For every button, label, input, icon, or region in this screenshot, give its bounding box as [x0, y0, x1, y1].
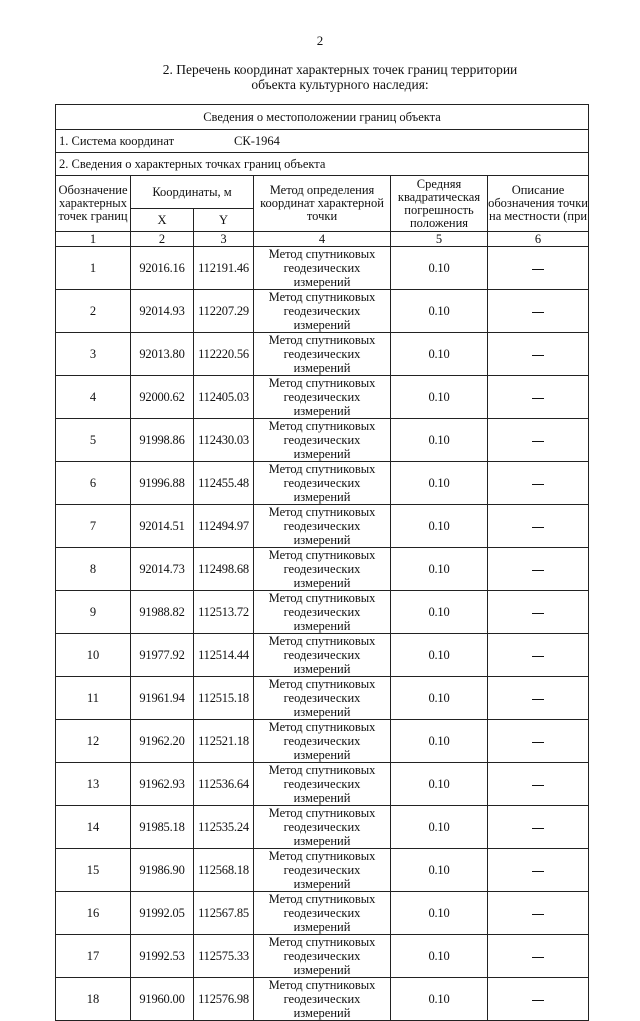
- dash-mark: [532, 312, 544, 313]
- point-id: 10: [56, 634, 131, 677]
- method-line-2: геодезических измерений: [283, 777, 361, 805]
- coord-y: 112498.68: [194, 548, 254, 591]
- table-row: [56, 763, 589, 806]
- method-line-2: геодезических измерений: [283, 519, 361, 547]
- method-cell: [254, 591, 391, 634]
- method-line-1: Метод спутниковых: [268, 290, 376, 304]
- method-line-2: геодезических измерений: [283, 648, 361, 676]
- dash-mark: [532, 785, 544, 786]
- dash-mark: [532, 613, 544, 614]
- col-header-coordinates: Координаты, м: [131, 176, 254, 209]
- method-line-1: Метод спутниковых: [268, 419, 376, 433]
- dash-mark: [532, 355, 544, 356]
- table-row: [56, 548, 589, 591]
- description-cell: [488, 290, 589, 333]
- dash-mark: [532, 957, 544, 958]
- coord-y: 112568.18: [194, 849, 254, 892]
- method-cell: [254, 634, 391, 677]
- coord-x: 91977.92: [131, 634, 194, 677]
- dash-mark: [532, 871, 544, 872]
- point-id: 1: [56, 247, 131, 290]
- method-line-1: Метод спутниковых: [268, 548, 376, 562]
- coord-x: 91992.05: [131, 892, 194, 935]
- accuracy-value: 0.10: [391, 849, 488, 892]
- method-cell: [254, 548, 391, 591]
- coord-x: 91985.18: [131, 806, 194, 849]
- method-cell: [254, 247, 391, 290]
- method-cell: [254, 419, 391, 462]
- method-line-1: Метод спутниковых: [268, 333, 376, 347]
- dash-mark: [532, 484, 544, 485]
- method-cell: [254, 849, 391, 892]
- coord-x: 91996.88: [131, 462, 194, 505]
- coord-y: 112430.03: [194, 419, 254, 462]
- col-header-description: Описание обозначения точки на местности (при: [488, 176, 589, 232]
- dash-mark: [532, 742, 544, 743]
- method-line-2: геодезических измерений: [283, 476, 361, 504]
- accuracy-value: 0.10: [391, 548, 488, 591]
- method-line-1: Метод спутниковых: [268, 247, 376, 261]
- point-id: 14: [56, 806, 131, 849]
- coord-x: 91960.00: [131, 978, 194, 1021]
- description-cell: [488, 634, 589, 677]
- method-line-1: Метод спутниковых: [268, 935, 376, 949]
- method-line-2: геодезических измерений: [283, 734, 361, 762]
- point-id: 7: [56, 505, 131, 548]
- col-index-3: 3: [194, 232, 254, 247]
- table-row: [56, 892, 589, 935]
- table-row: [56, 978, 589, 1021]
- description-cell: [488, 763, 589, 806]
- method-line-1: Метод спутниковых: [268, 849, 376, 863]
- description-cell: [488, 849, 589, 892]
- table-row: [56, 505, 589, 548]
- description-cell: [488, 720, 589, 763]
- method-line-2: геодезических измерений: [283, 906, 361, 934]
- method-cell: [254, 290, 391, 333]
- coord-y: 112567.85: [194, 892, 254, 935]
- method-cell: [254, 935, 391, 978]
- table-row: [56, 333, 589, 376]
- method-line-2: геодезических измерений: [283, 347, 361, 375]
- coord-x: 92000.62: [131, 376, 194, 419]
- dash-mark: [532, 828, 544, 829]
- method-cell: [254, 677, 391, 720]
- col-header-accuracy: Средняя квадратическая погрешность положения: [391, 176, 488, 232]
- heading-line-2: объекта культурного наследия:: [251, 77, 429, 92]
- method-line-1: Метод спутниковых: [268, 376, 376, 390]
- point-id: 17: [56, 935, 131, 978]
- description-cell: [488, 548, 589, 591]
- description-cell: [488, 892, 589, 935]
- description-cell: [488, 591, 589, 634]
- page-number: 2: [316, 33, 324, 48]
- method-cell: [254, 978, 391, 1021]
- method-cell: [254, 333, 391, 376]
- point-id: 3: [56, 333, 131, 376]
- dash-mark: [532, 656, 544, 657]
- description-cell: [488, 462, 589, 505]
- coord-x: 91998.86: [131, 419, 194, 462]
- dash-mark: [532, 914, 544, 915]
- col-index-6: 6: [488, 232, 589, 247]
- dash-mark: [532, 398, 544, 399]
- dash-mark: [532, 441, 544, 442]
- coord-x: 92014.93: [131, 290, 194, 333]
- table-row: [56, 806, 589, 849]
- point-id: 2: [56, 290, 131, 333]
- accuracy-value: 0.10: [391, 763, 488, 806]
- table-row: [56, 935, 589, 978]
- col-header-method: Метод определения координат характерной точки: [254, 176, 391, 232]
- coord-y: 112535.24: [194, 806, 254, 849]
- table-row: [56, 849, 589, 892]
- method-line-2: геодезических измерений: [283, 390, 361, 418]
- dash-mark: [532, 527, 544, 528]
- method-line-1: Метод спутниковых: [268, 806, 376, 820]
- coord-y: 112575.33: [194, 935, 254, 978]
- method-line-1: Метод спутниковых: [268, 462, 376, 476]
- table-row: [56, 634, 589, 677]
- point-id: 15: [56, 849, 131, 892]
- point-id: 11: [56, 677, 131, 720]
- point-id: 16: [56, 892, 131, 935]
- accuracy-value: 0.10: [391, 634, 488, 677]
- col-header-designation: Обозначение характерных точек границ: [56, 176, 131, 232]
- accuracy-value: 0.10: [391, 935, 488, 978]
- description-cell: [488, 677, 589, 720]
- coord-system-label: 1. Система координат: [59, 134, 175, 148]
- coord-y: 112536.64: [194, 763, 254, 806]
- method-cell: [254, 763, 391, 806]
- heading-line-1: 2. Перечень координат характерных точек границ территории: [162, 62, 518, 77]
- boundary-points-table: [55, 104, 589, 1021]
- method-line-2: геодезических измерений: [283, 691, 361, 719]
- coord-x: 91992.53: [131, 935, 194, 978]
- method-cell: [254, 376, 391, 419]
- coord-x: 91962.93: [131, 763, 194, 806]
- point-id: 18: [56, 978, 131, 1021]
- accuracy-value: 0.10: [391, 720, 488, 763]
- col-index-2: 2: [131, 232, 194, 247]
- coord-x: 92014.73: [131, 548, 194, 591]
- coord-y: 112220.56: [194, 333, 254, 376]
- dash-mark: [532, 269, 544, 270]
- accuracy-value: 0.10: [391, 505, 488, 548]
- coord-y: 112513.72: [194, 591, 254, 634]
- point-id: 6: [56, 462, 131, 505]
- method-line-2: геодезических измерений: [283, 261, 361, 289]
- method-line-2: геодезических измерений: [283, 562, 361, 590]
- method-line-2: геодезических измерений: [283, 820, 361, 848]
- coord-y: 112514.44: [194, 634, 254, 677]
- accuracy-value: 0.10: [391, 376, 488, 419]
- coord-x: 92016.16: [131, 247, 194, 290]
- coord-x: 92014.51: [131, 505, 194, 548]
- point-id: 9: [56, 591, 131, 634]
- point-id: 8: [56, 548, 131, 591]
- coord-y: 112494.97: [194, 505, 254, 548]
- document-heading: [0, 62, 640, 92]
- method-line-1: Метод спутниковых: [268, 978, 376, 992]
- description-cell: [488, 978, 589, 1021]
- col-index-4: 4: [254, 232, 391, 247]
- col-header-x: X: [131, 209, 194, 232]
- table-row: [56, 720, 589, 763]
- accuracy-value: 0.10: [391, 591, 488, 634]
- table-row: [56, 376, 589, 419]
- method-line-1: Метод спутниковых: [268, 677, 376, 691]
- coord-system-row: [56, 130, 589, 153]
- description-cell: [488, 935, 589, 978]
- coord-y: 112521.18: [194, 720, 254, 763]
- coord-y: 112576.98: [194, 978, 254, 1021]
- method-cell: [254, 462, 391, 505]
- coord-x: 91986.90: [131, 849, 194, 892]
- accuracy-value: 0.10: [391, 247, 488, 290]
- method-line-2: геодезических измерений: [283, 605, 361, 633]
- dash-mark: [532, 570, 544, 571]
- point-id: 13: [56, 763, 131, 806]
- coord-system-value: СК-1964: [234, 134, 280, 148]
- method-line-1: Метод спутниковых: [268, 505, 376, 519]
- accuracy-value: 0.10: [391, 333, 488, 376]
- col-index-5: 5: [391, 232, 488, 247]
- method-cell: [254, 505, 391, 548]
- method-line-1: Метод спутниковых: [268, 634, 376, 648]
- coord-y: 112207.29: [194, 290, 254, 333]
- accuracy-value: 0.10: [391, 892, 488, 935]
- description-cell: [488, 806, 589, 849]
- table-row: [56, 247, 589, 290]
- table-row: [56, 419, 589, 462]
- method-line-1: Метод спутниковых: [268, 892, 376, 906]
- coord-x: 91961.94: [131, 677, 194, 720]
- dash-mark: [532, 1000, 544, 1001]
- description-cell: [488, 247, 589, 290]
- points-info-label: 2. Сведения о характерных точках границ объекта: [56, 153, 589, 176]
- dash-mark: [532, 699, 544, 700]
- table-row: [56, 290, 589, 333]
- point-id: 4: [56, 376, 131, 419]
- method-cell: [254, 806, 391, 849]
- method-cell: [254, 892, 391, 935]
- point-id: 12: [56, 720, 131, 763]
- method-line-2: геодезических измерений: [283, 863, 361, 891]
- method-line-2: геодезических измерений: [283, 992, 361, 1020]
- method-cell: [254, 720, 391, 763]
- accuracy-value: 0.10: [391, 978, 488, 1021]
- col-header-y: Y: [194, 209, 254, 232]
- coord-y: 112515.18: [194, 677, 254, 720]
- coord-y: 112455.48: [194, 462, 254, 505]
- method-line-1: Метод спутниковых: [268, 720, 376, 734]
- col-index-1: 1: [56, 232, 131, 247]
- method-line-2: геодезических измерений: [283, 433, 361, 461]
- coord-y: 112405.03: [194, 376, 254, 419]
- section-title: Сведения о местоположении границ объекта: [56, 105, 589, 130]
- method-line-1: Метод спутниковых: [268, 763, 376, 777]
- coord-y: 112191.46: [194, 247, 254, 290]
- accuracy-value: 0.10: [391, 806, 488, 849]
- description-cell: [488, 419, 589, 462]
- accuracy-value: 0.10: [391, 677, 488, 720]
- accuracy-value: 0.10: [391, 290, 488, 333]
- coord-x: 91962.20: [131, 720, 194, 763]
- accuracy-value: 0.10: [391, 462, 488, 505]
- description-cell: [488, 505, 589, 548]
- method-line-2: геодезических измерений: [283, 304, 361, 332]
- method-line-2: геодезических измерений: [283, 949, 361, 977]
- coord-x: 92013.80: [131, 333, 194, 376]
- description-cell: [488, 376, 589, 419]
- table-row: [56, 462, 589, 505]
- table-row: [56, 591, 589, 634]
- description-cell: [488, 333, 589, 376]
- accuracy-value: 0.10: [391, 419, 488, 462]
- table-row: [56, 677, 589, 720]
- method-line-1: Метод спутниковых: [268, 591, 376, 605]
- point-id: 5: [56, 419, 131, 462]
- coord-x: 91988.82: [131, 591, 194, 634]
